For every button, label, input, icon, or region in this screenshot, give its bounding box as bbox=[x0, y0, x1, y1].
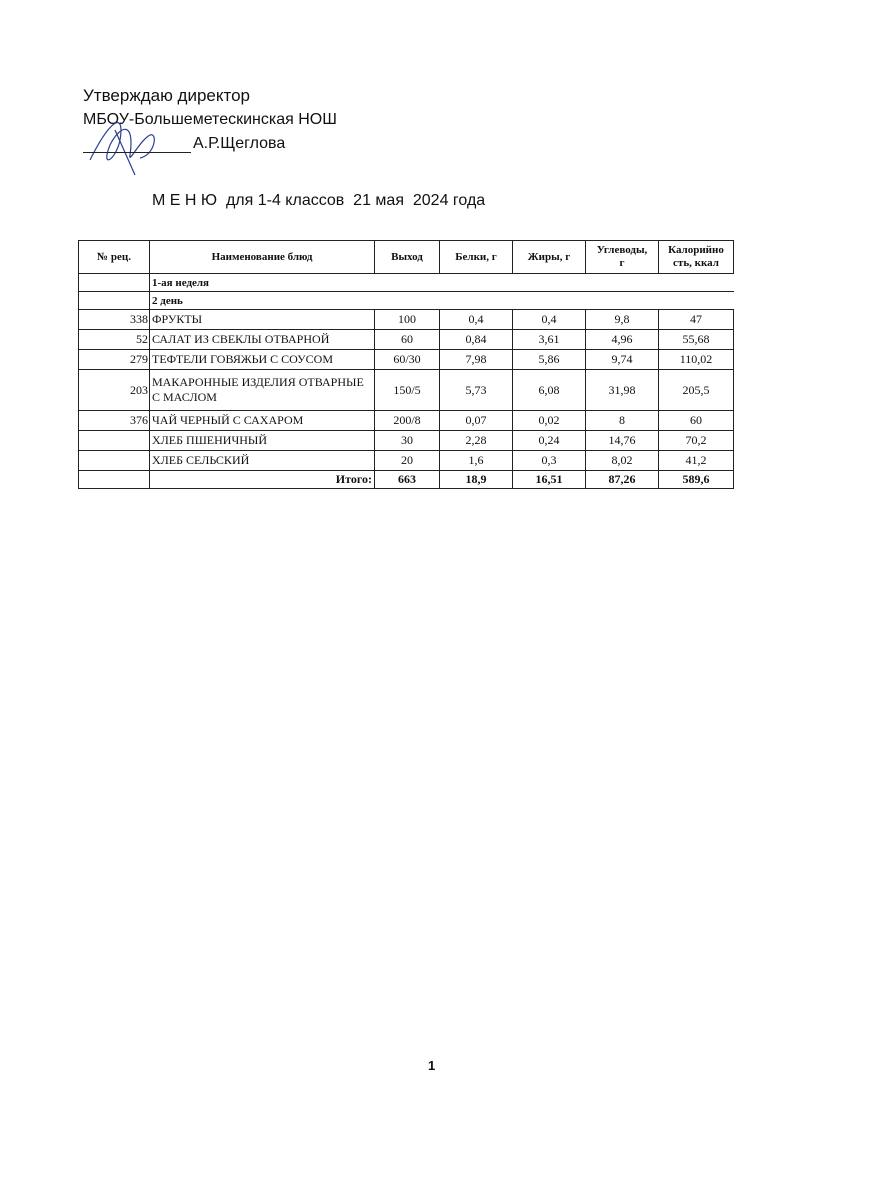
director-name: А.Р.Щеглова bbox=[193, 135, 286, 152]
header-protein: Белки, г bbox=[440, 241, 513, 274]
table-header-row bbox=[79, 241, 734, 274]
cell-protein: 2,28 bbox=[440, 431, 513, 451]
table-row bbox=[79, 330, 734, 350]
school-name: МБОУ-Большеметескинская НОШ bbox=[83, 111, 337, 128]
cell-rec: 338 bbox=[79, 310, 150, 330]
day-row bbox=[79, 292, 734, 310]
cell-kcal: 47 bbox=[659, 310, 734, 330]
total-protein: 18,9 bbox=[440, 471, 513, 489]
cell-yield: 60 bbox=[375, 330, 440, 350]
total-carbs: 87,26 bbox=[586, 471, 659, 489]
cell-kcal: 41,2 bbox=[659, 451, 734, 471]
cell-rec: 279 bbox=[79, 350, 150, 370]
cell-kcal: 205,5 bbox=[659, 370, 734, 411]
cell-yield: 20 bbox=[375, 451, 440, 471]
cell-fat: 6,08 bbox=[513, 370, 586, 411]
cell-yield: 30 bbox=[375, 431, 440, 451]
total-fat: 16,51 bbox=[513, 471, 586, 489]
total-kcal: 589,6 bbox=[659, 471, 734, 489]
cell-yield: 150/5 bbox=[375, 370, 440, 411]
cell-fat: 0,4 bbox=[513, 310, 586, 330]
cell-protein: 5,73 bbox=[440, 370, 513, 411]
cell-carbs: 31,98 bbox=[586, 370, 659, 411]
cell-fat: 0,3 bbox=[513, 451, 586, 471]
cell-yield: 200/8 bbox=[375, 411, 440, 431]
table-row bbox=[79, 451, 734, 471]
week-label: 1-ая неделя bbox=[150, 274, 734, 292]
total-yield: 663 bbox=[375, 471, 440, 489]
header-kcal: Калорийно сть, ккал bbox=[659, 241, 734, 274]
approval-title: Утверждаю директор bbox=[83, 86, 251, 105]
cell-carbs: 8 bbox=[586, 411, 659, 431]
table-row bbox=[79, 350, 734, 370]
cell-rec bbox=[79, 451, 150, 471]
cell-protein: 0,84 bbox=[440, 330, 513, 350]
cell-name: ХЛЕБ СЕЛЬСКИЙ bbox=[150, 451, 375, 471]
table-row bbox=[79, 411, 734, 431]
cell-fat: 3,61 bbox=[513, 330, 586, 350]
cell-rec: 52 bbox=[79, 330, 150, 350]
table-row bbox=[79, 370, 734, 411]
cell-fat: 5,86 bbox=[513, 350, 586, 370]
header-carbs: Углеводы, г bbox=[586, 241, 659, 274]
cell-name: ХЛЕБ ПШЕНИЧНЫЙ bbox=[150, 431, 375, 451]
header-rec: № рец. bbox=[79, 241, 150, 274]
table-row bbox=[79, 431, 734, 451]
signature-line bbox=[83, 135, 285, 153]
cell-rec: 203 bbox=[79, 370, 150, 411]
page-mark: 1 bbox=[428, 1058, 436, 1073]
cell-kcal: 60 bbox=[659, 411, 734, 431]
cell-name: МАКАРОННЫЕ ИЗДЕЛИЯ ОТВАРНЫЕ С МАСЛОМ bbox=[150, 370, 375, 411]
cell-rec: 376 bbox=[79, 411, 150, 431]
week-row bbox=[79, 274, 734, 292]
cell-name: ФРУКТЫ bbox=[150, 310, 375, 330]
cell-protein: 7,98 bbox=[440, 350, 513, 370]
cell-rec bbox=[79, 431, 150, 451]
table-row bbox=[79, 310, 734, 330]
cell-protein: 0,07 bbox=[440, 411, 513, 431]
cell-carbs: 8,02 bbox=[586, 451, 659, 471]
header-fat: Жиры, г bbox=[513, 241, 586, 274]
header-name: Наименование блюд bbox=[150, 241, 375, 274]
cell-protein: 1,6 bbox=[440, 451, 513, 471]
cell-name: САЛАТ ИЗ СВЕКЛЫ ОТВАРНОЙ bbox=[150, 330, 375, 350]
cell-name: ТЕФТЕЛИ ГОВЯЖЬИ С СОУСОМ bbox=[150, 350, 375, 370]
cell-kcal: 70,2 bbox=[659, 431, 734, 451]
menu-table bbox=[78, 240, 734, 489]
menu-title: М Е Н Ю для 1-4 классов 21 мая 2024 года bbox=[152, 192, 486, 209]
cell-carbs: 9,74 bbox=[586, 350, 659, 370]
signature-underline bbox=[83, 138, 191, 153]
cell-carbs: 14,76 bbox=[586, 431, 659, 451]
cell-fat: 0,24 bbox=[513, 431, 586, 451]
total-row bbox=[79, 471, 734, 489]
cell-fat: 0,02 bbox=[513, 411, 586, 431]
cell-carbs: 4,96 bbox=[586, 330, 659, 350]
day-label: 2 день bbox=[150, 292, 734, 310]
cell-protein: 0,4 bbox=[440, 310, 513, 330]
cell-name: ЧАЙ ЧЕРНЫЙ С САХАРОМ bbox=[150, 411, 375, 431]
cell-yield: 60/30 bbox=[375, 350, 440, 370]
cell-yield: 100 bbox=[375, 310, 440, 330]
cell-kcal: 55,68 bbox=[659, 330, 734, 350]
total-label: Итого: bbox=[150, 471, 375, 489]
header-yield: Выход bbox=[375, 241, 440, 274]
cell-kcal: 110,02 bbox=[659, 350, 734, 370]
cell-carbs: 9,8 bbox=[586, 310, 659, 330]
